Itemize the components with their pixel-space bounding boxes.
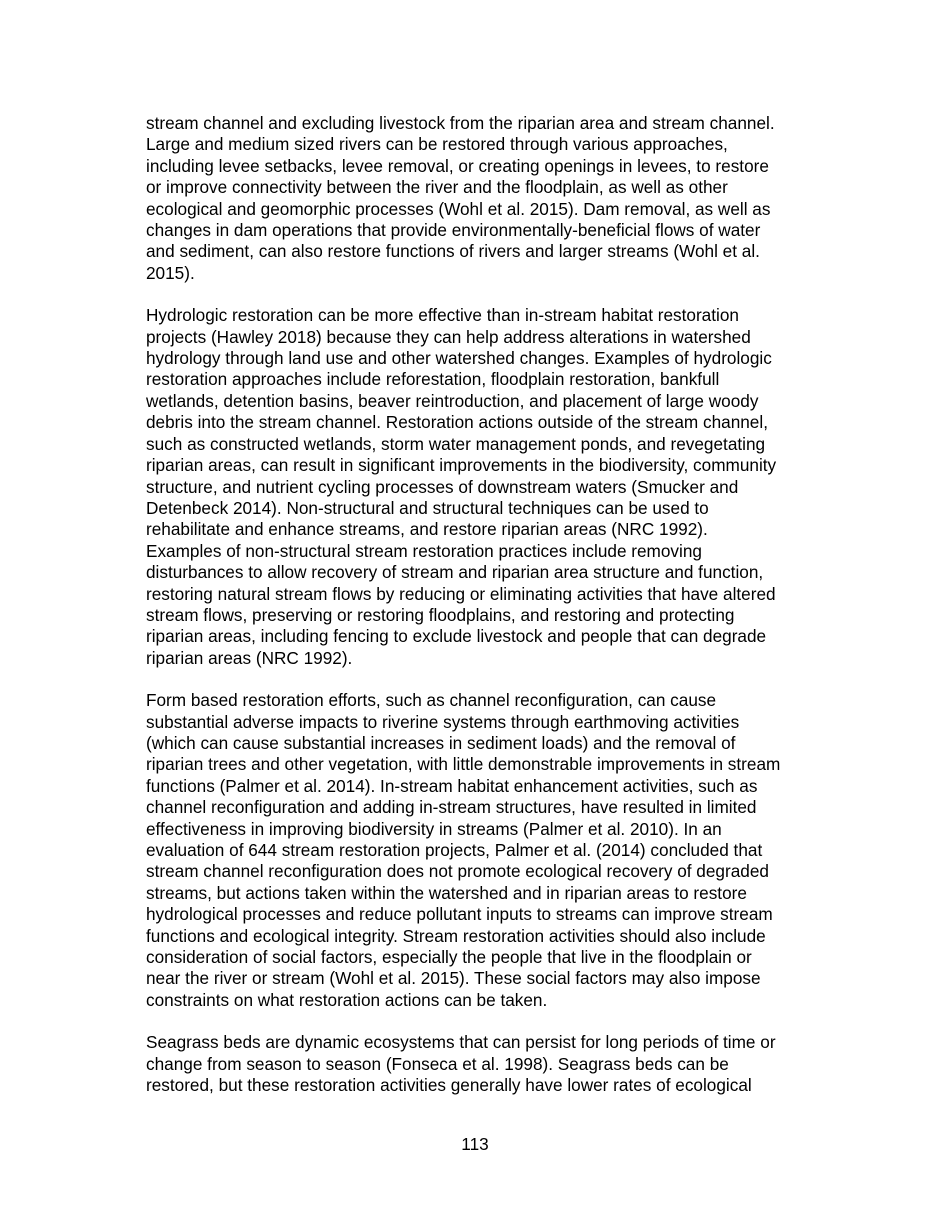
text-line: substantial adverse impacts to riverine systems through earthmoving activities [146, 711, 740, 732]
text-line: restoration approaches include reforestation, floodplain restoration, bankfull [146, 369, 720, 390]
paragraph [146, 1032, 846, 1096]
text-line: or improve connectivity between the river and the floodplain, as well as other [146, 177, 728, 198]
text-line: functions and ecological integrity. Stream restoration activities should also include [146, 925, 766, 946]
text-line: debris into the stream channel. Restoration actions outside of the stream channel, [146, 412, 768, 433]
text-line: such as constructed wetlands, storm water management ponds, and revegetating [146, 433, 766, 454]
text-line: Examples of non-structural stream restoration practices include removing [146, 540, 702, 561]
text-line: riparian trees and other vegetation, with little demonstrable improvements in stream [146, 754, 781, 775]
text-line: constraints on what restoration actions can be taken. [146, 989, 548, 1010]
text-line: disturbances to allow recovery of stream and riparian area structure and function, [146, 562, 764, 583]
text-line: evaluation of 644 stream restoration projects, Palmer et al. (2014) concluded that [146, 840, 763, 860]
text-line: stream channel and excluding livestock from the riparian area and stream channel. [146, 113, 775, 133]
text-line: restoring natural stream flows by reducing or eliminating activities that have altered [146, 583, 776, 604]
page-number: 113 [461, 1134, 489, 1154]
text-line: effectiveness in improving biodiversity in streams (Palmer et al. 2010). In an [146, 818, 722, 839]
text-line: riparian areas (NRC 1992). [146, 647, 353, 668]
text-line: hydrology through land use and other watershed changes. Examples of hydrologic [146, 348, 772, 369]
text-line: Form based restoration efforts, such as channel reconfiguration, can cause [146, 690, 717, 711]
text-line: Detenbeck 2014). Non-structural and structural techniques can be used to [146, 497, 709, 518]
text-line: stream channel reconfiguration does not promote ecological recovery of degraded [146, 861, 769, 882]
text-line: riparian areas, including fencing to exclude livestock and people that can degrade [146, 626, 767, 647]
paragraph [146, 690, 846, 1011]
text-line: change from season to season (Fonseca et al. 1998). Seagrass beds can be [146, 1053, 729, 1074]
text-line: Large and medium sized rivers can be restored through various approaches, [146, 134, 728, 155]
text-line: Seagrass beds are dynamic ecosystems that can persist for long periods of time or [146, 1032, 776, 1053]
text-line: (which can cause substantial increases in sediment loads) and the removal of [146, 732, 736, 753]
text-line: and sediment, can also restore functions of rivers and larger streams (Wohl et al. [146, 241, 760, 262]
text-line: near the river or stream (Wohl et al. 2015). These social factors may also impose [146, 968, 761, 989]
text-line: including levee setbacks, levee removal, or creating openings in levees, to restore [146, 155, 769, 176]
paragraph [146, 305, 846, 669]
text-line: restored, but these restoration activities generally have lower rates of ecological [146, 1075, 752, 1096]
text-line: Hydrologic restoration can be more effective than in-stream habitat restoration [146, 305, 739, 326]
paragraph [146, 113, 846, 284]
text-line: riparian areas, can result in significant improvements in the biodiversity, community [146, 455, 777, 476]
text-line: consideration of social factors, especially the people that live in the floodplain or [146, 947, 752, 968]
text-line: ecological and geomorphic processes (Wohl et al. 2015). Dam removal, as well as [146, 198, 771, 219]
text-line: wetlands, detention basins, beaver reintroduction, and placement of large woody [146, 390, 759, 411]
text-line: functions (Palmer et al. 2014). In-stream habitat enhancement activities, such as [146, 775, 758, 796]
text-line: projects (Hawley 2018) because they can help address alterations in watershed [146, 326, 751, 347]
text-line: structure, and nutrient cycling processes of downstream waters (Smucker and [146, 476, 739, 497]
text-line: changes in dam operations that provide environmentally-beneficial flows of water [146, 220, 761, 241]
text-line: channel reconfiguration and adding in-stream structures, have resulted in limited [146, 797, 757, 818]
body-text [146, 113, 846, 1117]
text-line: 2015). [146, 262, 195, 283]
text-line: streams, but actions taken within the watershed and in riparian areas to restore [146, 882, 747, 903]
text-line: stream flows, preserving or restoring floodplains, and restoring and protecting [146, 604, 735, 625]
text-line: hydrological processes and reduce pollutant inputs to streams can improve stream [146, 904, 773, 925]
text-line: rehabilitate and enhance streams, and restore riparian areas (NRC 1992). [146, 519, 708, 540]
